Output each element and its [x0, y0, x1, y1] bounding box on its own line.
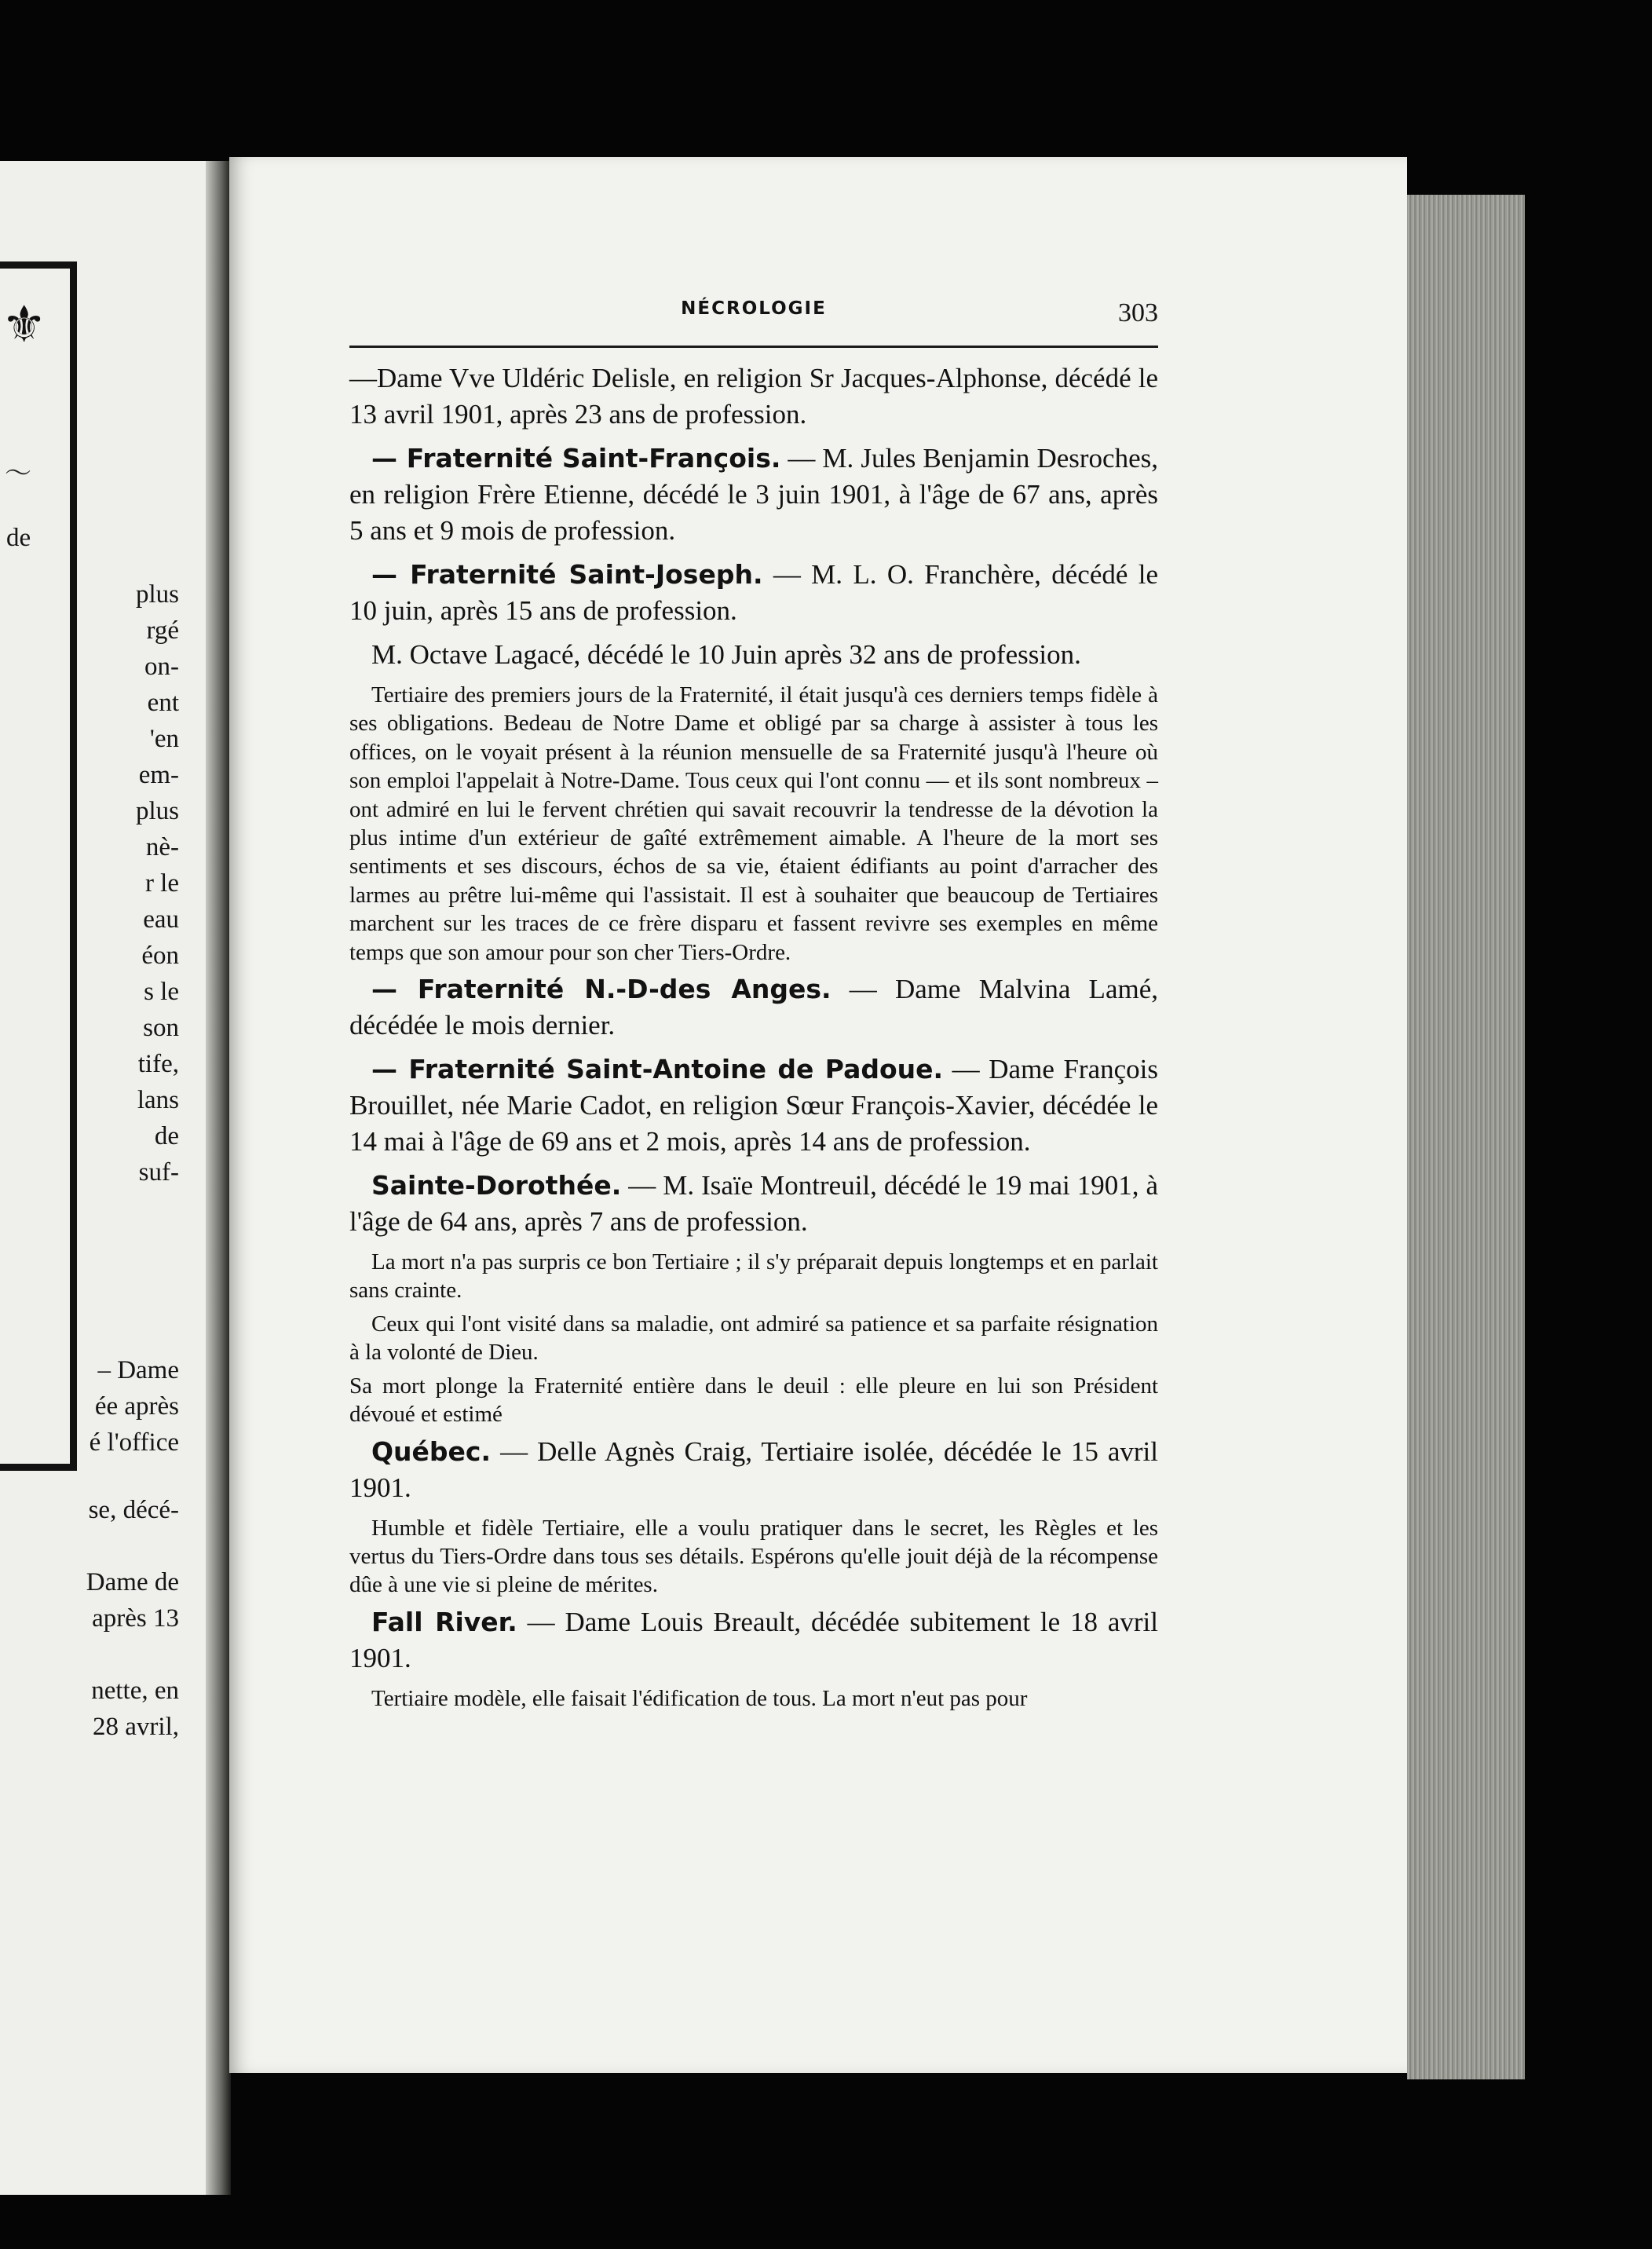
- facing-line: de: [6, 524, 31, 552]
- entry-text: — M. Jules Benjamin Desroches, en religion Frère Etienne, décédé le 3 juin 1901, à l'âge de 67 ans, après 5 ans et 9 mois de profession.: [349, 443, 1158, 546]
- facing-line: après 13: [92, 1604, 179, 1633]
- facing-line: ent: [147, 689, 179, 717]
- entry-paragraph: [349, 637, 1158, 673]
- entry-heading: — Fraternité Saint-François.: [371, 443, 781, 474]
- entry-text: — Dame Malvina Lamé, décédée le mois dernier.: [349, 974, 1158, 1041]
- entry-paragraph: [349, 1604, 1158, 1677]
- entry-heading: — Fraternité Saint-Antoine de Padoue.: [371, 1054, 944, 1085]
- page-border-frame: [0, 261, 77, 1471]
- facing-line: r le: [144, 869, 179, 898]
- entry-heading: Québec.: [371, 1435, 492, 1467]
- fleur-de-lis-ornament: ⚜: [2, 297, 47, 353]
- facing-line: plus: [135, 580, 179, 609]
- entry-text: — Dame Louis Breault, décédée subitement le 18 avril 1901.: [349, 1606, 1158, 1673]
- entry-heading: Sainte-Dorothée.: [371, 1170, 622, 1201]
- facing-line: on-: [144, 653, 179, 681]
- header-rule: [349, 346, 1158, 348]
- entry-text: —Dame Vve Uldéric Delisle, en religion Sr Jacques-Alphonse, décédé le 13 avril 1901, après 23 ans de profession.: [349, 363, 1158, 430]
- facing-line: son: [143, 1014, 179, 1042]
- note-text: Humble et fidèle Tertiaire, elle a voulu pratiquer dans le secret, les Règles et les vertus du Tiers-Ordre dans tous ses détails. Espérons qu'elle jouit déjà de la récompense dûe à une vie si pleine de mérites.: [349, 1515, 1158, 1598]
- note-text: Tertiaire modèle, elle faisait l'édification de tous. La mort n'eut pas pour: [371, 1685, 1028, 1711]
- entry-heading: — Fraternité N.-D-des Anges.: [371, 974, 831, 1005]
- entry-text: — Dame François Brouillet, née Marie Cadot, en religion Sœur François-Xavier, décédée le 14 mai à l'âge de 69 ans et 2 mois, après 14 ans de profession.: [349, 1054, 1158, 1157]
- entry-heading: — Fraternité Saint-Joseph.: [371, 559, 763, 590]
- running-head: [349, 298, 1158, 339]
- entry-paragraph: [349, 1168, 1158, 1240]
- facing-line: éon: [141, 942, 179, 970]
- entry-paragraph: [349, 441, 1158, 549]
- ornament-mark: 〜: [5, 459, 31, 488]
- facing-line: nette, en: [91, 1677, 179, 1705]
- page-content: [349, 298, 1158, 1717]
- note-text: Sa mort plonge la Fraternité entière dans le deuil : elle pleure en lui son Président dévoué et estimé: [349, 1373, 1158, 1428]
- facing-line: rgé: [146, 616, 179, 645]
- entry-text: — Delle Agnès Craig, Tertiaire isolée, décédée le 15 avril 1901.: [349, 1435, 1158, 1503]
- note-paragraph: [349, 1372, 1158, 1429]
- entry-paragraph: [349, 1051, 1158, 1160]
- facing-line: plus: [135, 797, 179, 825]
- facing-line: eau: [143, 905, 179, 934]
- entry-paragraph: [349, 557, 1158, 629]
- facing-page: [0, 161, 212, 2195]
- facing-line: tife,: [137, 1050, 179, 1078]
- note-text: Tertiaire des premiers jours de la Fraternité, il était jusqu'à ces derniers temps fidèle à ses obligations. Bedeau de Notre Dame et obligé par sa charge à assister à tous les offices, on le voyait présent à la réunion mensuelle de sa Fraternité jusqu'à l'heure où son emploi l'appelait à Notre-Dame. Tous ceux qui l'ont connu — et ils sont nombreux – ont admiré en lui le fervent chrétien qui savait recouvrir la tendresse de la dévotion la plus intime d'un extérieur de gaîté extrêmement aimable. A l'heure de la mort ses sentiments et ses discours, échos de sa vie, étaient édifiants au point d'arracher des larmes au prêtre lui-même qui l'assistait. Il est à souhaiter que beaucoup de Tertiaires marchent sur les traces de ce frère disparu et fassent revivre ses exemples en même temps que son amour pour son cher Tiers-Ordre.: [349, 682, 1158, 965]
- facing-line: suf-: [138, 1158, 179, 1187]
- note-text: Ceux qui l'ont visité dans sa maladie, ont admiré sa patience et sa parfaite résignation à la volonté de Dieu.: [349, 1311, 1158, 1366]
- note-paragraph: [349, 1684, 1158, 1713]
- note-paragraph: [349, 1310, 1158, 1367]
- facing-line: Dame de: [86, 1568, 179, 1596]
- entry-text: M. Octave Lagacé, décédé le 10 Juin après 32 ans de profession.: [371, 639, 1081, 670]
- entry-text: — M. L. O. Franchère, décédé le 10 juin, après 15 ans de profession.: [349, 559, 1159, 626]
- facing-line: lans: [137, 1086, 179, 1114]
- facing-line: nè-: [145, 833, 179, 861]
- page-number: 303: [1118, 298, 1158, 327]
- facing-line: de: [154, 1122, 179, 1150]
- facing-line: – Dame: [97, 1356, 179, 1384]
- page-edges: [1407, 195, 1525, 2079]
- facing-line: 28 avril,: [93, 1713, 179, 1741]
- facing-line: 'en: [149, 725, 179, 753]
- entry-paragraph: [349, 360, 1158, 433]
- book-gutter: [206, 161, 231, 2195]
- note-paragraph: [349, 681, 1158, 967]
- note-paragraph: [349, 1514, 1158, 1600]
- entry-heading: Fall River.: [371, 1606, 517, 1637]
- facing-line: em-: [138, 761, 179, 789]
- facing-line: ée après: [94, 1392, 179, 1421]
- entry-paragraph: [349, 1434, 1158, 1506]
- facing-line: é l'office: [89, 1428, 179, 1457]
- note-text: La mort n'a pas surpris ce bon Tertiaire ; il s'y préparait depuis longtemps et en parlait sans crainte.: [349, 1249, 1158, 1304]
- entry-text: — M. Isaïe Montreuil, décédé le 19 mai 1901, à l'âge de 64 ans, après 7 ans de profession.: [349, 1170, 1158, 1238]
- facing-line: s le: [144, 978, 179, 1006]
- entry-paragraph: [349, 971, 1158, 1044]
- facing-line: se, décé-: [88, 1496, 179, 1524]
- page-title: NÉCROLOGIE: [681, 298, 827, 319]
- note-paragraph: [349, 1248, 1158, 1305]
